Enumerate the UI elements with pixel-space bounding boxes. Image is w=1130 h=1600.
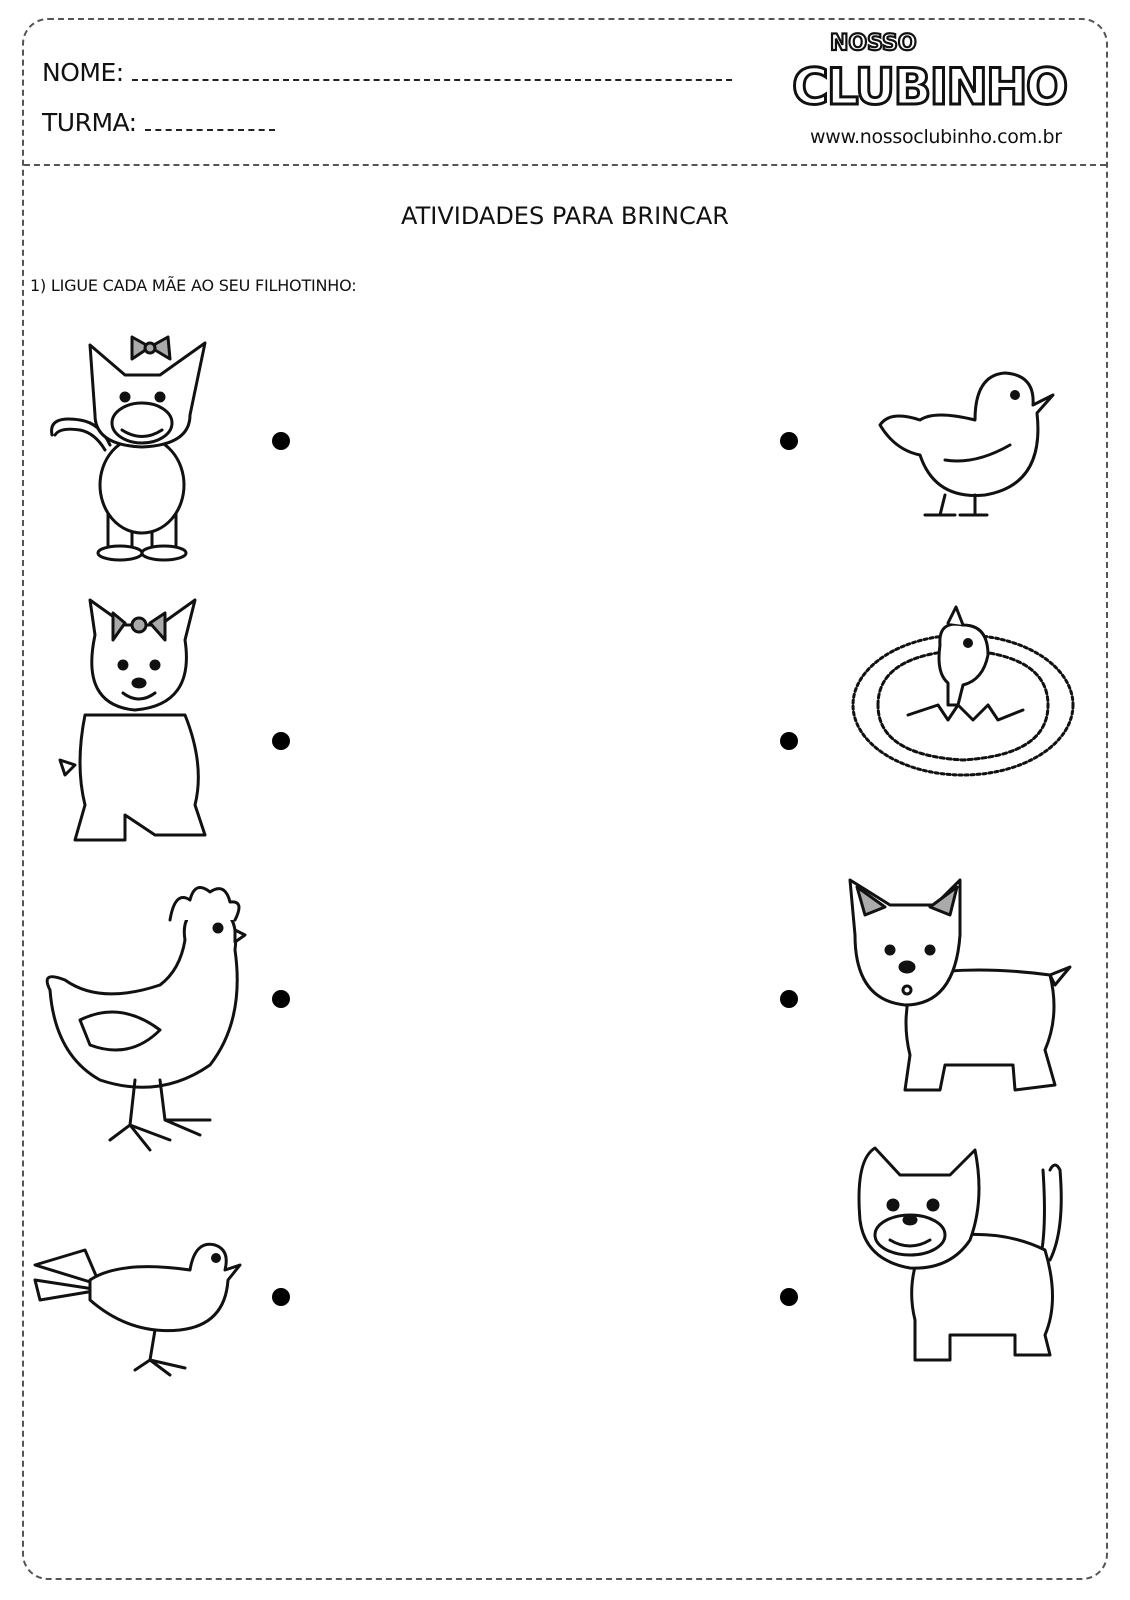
- mother-dot-4[interactable]: [272, 1288, 290, 1306]
- header-divider: [24, 164, 1106, 166]
- class-field: [42, 108, 275, 137]
- name-label: NOME:: [42, 58, 124, 87]
- dog-icon: [55, 595, 225, 855]
- mother-dot-1[interactable]: [272, 432, 290, 450]
- logo-top-text: NOSSO: [830, 31, 917, 56]
- baby-bird-nest-icon: [848, 605, 1078, 805]
- name-field: [42, 58, 732, 87]
- chick-icon: [875, 365, 1060, 520]
- cat-icon: [40, 335, 230, 565]
- class-label: TURMA:: [42, 108, 137, 137]
- logo-url: www.nossoclubinho.com.br: [810, 126, 1062, 148]
- mother-dot-3[interactable]: [272, 990, 290, 1008]
- page-title: ATIVIDADES PARA BRINCAR: [401, 202, 729, 230]
- class-blank[interactable]: [145, 109, 275, 131]
- baby-dot-3[interactable]: [780, 990, 798, 1008]
- name-blank[interactable]: [132, 59, 732, 81]
- baby-dot-4[interactable]: [780, 1288, 798, 1306]
- baby-dot-2[interactable]: [780, 732, 798, 750]
- mother-dot-2[interactable]: [272, 732, 290, 750]
- question-text: 1) LIGUE CADA MÃE AO SEU FILHOTINHO:: [30, 276, 357, 295]
- kitten-icon: [855, 1140, 1070, 1370]
- logo-main-text: CLUBINHO: [792, 58, 1067, 116]
- puppy-icon: [845, 875, 1075, 1100]
- baby-dot-1[interactable]: [780, 432, 798, 450]
- hen-icon: [40, 880, 250, 1160]
- bird-icon: [30, 1230, 250, 1380]
